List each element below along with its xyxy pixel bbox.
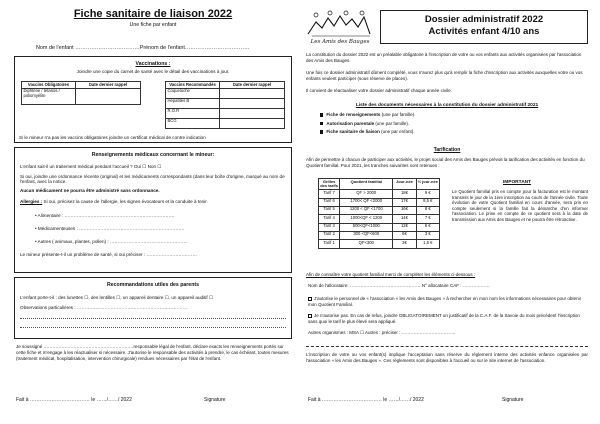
documents-heading: Liste des documents nécessaires à la constitution du dossier administratif 2021 <box>355 103 539 108</box>
left-page <box>14 0 292 424</box>
prescription-warning: Aucun médicament ne pourra être administré sans ordonnance. <box>20 188 160 193</box>
authorization-option[interactable]: J'autorise le personnel de « l'association « les Amis des Bauges » à rechercher en mon nom les informations nécessaires pour obtenir mon Quotient Familial. <box>308 296 582 307</box>
table-header: Date dernier rappel <box>220 82 285 89</box>
page-subtitle: Une fiche par enfant <box>129 21 177 28</box>
treatment-question[interactable]: L'enfant suit-il un traitement médical pendant l'accueil ? Oui ☐ Non ☐ <box>20 164 162 169</box>
list-item: Autorisation parentale (une par famille). <box>320 121 580 127</box>
parents-heading: Recommandations utiles des parents <box>107 282 199 288</box>
signature-label: Signature <box>502 397 524 403</box>
dossier-title-box <box>380 10 588 44</box>
list-item: Fiche de renseignements (une par famille). <box>320 112 580 118</box>
treatment-instructions: Si oui, joindre une ordonnance récente (original) et les médicaments correspondants (dans leur boîte d'origine, marqué au nom de l'enfant, avec la notice. <box>20 174 285 185</box>
table-header: Vaccins Obligatoires <box>22 82 76 89</box>
table-row: Tarif 3 500<QF<1000 12€ 6 € <box>319 223 440 231</box>
qf-heading: Afin de connaître votre quotient familial merci de compléter les éléments ci-dessous : <box>306 272 476 277</box>
table-row: Tarif 5 1200 < QF <1700 16€ 8 € <box>319 207 440 215</box>
refusal-option[interactable]: Je n'autorise pas. En cas de refus, joindre OBLIGATOIREMENT un justificatif de la C.A.F. de la Savoie du mois précédent l'inscription sans quoi le tarif le plus élevé sera appliqué. <box>308 313 580 324</box>
vaccinations-instruction: Joindre une copie du carnet de santé avec le détail des vaccinations à jour. <box>76 69 230 75</box>
vaccination-note: Si le mineur n'a pas les vaccins obligatoires joindre un certificat médical de contre indication <box>19 135 206 140</box>
authorize-checkbox[interactable] <box>308 297 312 301</box>
vaccine-name: Coqueluche <box>166 88 220 98</box>
parent-declaration: Je soussigné ……………………………………………………responsable légal de l'enfant, déclare exacts les renseignements portés sur cette fiche et m'engage à les réactualiser si nécessaire. J'autorise le responsable des activités à prendre, le cas échéant, toutes mesures (traitement médical, hospitalisation, intervention chirurgicale) rendues nécessaires par l'état de l'enfant. <box>16 344 289 361</box>
allocataire-fields[interactable]: Nom de l'allocataire: …………………………………………N° allocataire CAF : ……………… <box>308 283 490 288</box>
allergy-other-field[interactable]: • Autres ( animaux, plantes, pollen) : …………………………………………… <box>35 239 188 244</box>
allergies-label: Allergies : <box>20 199 43 204</box>
other-organisms-field[interactable]: Autres organismes : MSA ☐ Autres : préciser : ……………………………… <box>308 330 456 335</box>
table-row: Tarif 7 QF > 2000 18€ 9 € <box>319 190 440 198</box>
list-item: Fiche sanitaire de liaison (une par enfant). <box>320 129 580 135</box>
signature-place-date[interactable]: Fait à ……………………………… le ……/……/ 2022 <box>308 397 424 403</box>
sanitary-title <box>14 8 292 28</box>
intro-paragraph-2: Une fois ce dossier administratif dûment complété, vous n'aurez plus qu'à remplir la fiche d'inscription aux activités auxquelles votre ou vos enfants veulent participer (sous réserve de places). <box>306 70 583 81</box>
allergy-medication-field[interactable]: • Médicamenteuses : …………………………………………………………… <box>35 226 185 231</box>
vaccine-date-field[interactable] <box>220 98 285 108</box>
parents-recommendations-section <box>14 277 292 339</box>
logo-text: Les Amis des Bauges <box>310 39 370 46</box>
intro-paragraph-1: La constitution du dossier 2022 est un préalable obligatoire à l'inscription de votre ou vos enfants aux activités organisées par l'association des Amis des Bauges. <box>306 52 582 63</box>
table-header: Jour-née <box>393 179 416 190</box>
dossier-title: Dossier administratif 2022 <box>424 14 544 25</box>
refuse-checkbox[interactable] <box>308 314 312 318</box>
mountains-logo-icon <box>306 8 374 38</box>
vaccinations-section <box>14 56 292 143</box>
intro-paragraph-3: Il convient de réactualiser votre dossier administratif chaque année civile. <box>306 88 452 93</box>
vaccine-date-field[interactable] <box>76 88 141 104</box>
vaccine-date-field[interactable] <box>220 118 285 128</box>
table-header: Quotient familial <box>340 179 393 190</box>
right-page <box>306 0 588 424</box>
allergy-food-field[interactable]: • Alimentaire : ……………………………………………………………… <box>35 213 175 218</box>
rules-acceptance-text: L'inscription de votre ou vos enfant(s) implique l'acceptation sans réserve du règlement interne des activités enfance organisées par l'association « les Amis des Bauges ». Ces règlements sont disponibles à l'accueil ou sur le site internet de l'association. <box>306 352 588 363</box>
vaccine-date-field[interactable] <box>220 108 285 118</box>
tarification-heading: Tarification <box>433 147 461 153</box>
vaccine-name: Hépatites B <box>166 98 220 108</box>
tarif-table <box>318 178 440 249</box>
observations-field[interactable]: Observations particulières : ……………………………………………………………… <box>20 305 188 310</box>
child-name-line[interactable]: Nom de l'enfant ………………………………Prénom de l'enfant……………………………… <box>36 45 250 51</box>
medical-heading: Renseignements médicaux concernant le mineur: <box>91 152 215 158</box>
signature-label: Signature <box>204 397 226 403</box>
activities-title: Activités enfant 4/10 ans <box>428 26 540 38</box>
vaccine-date-field[interactable] <box>220 88 285 98</box>
vaccine-name: BCG <box>166 118 220 128</box>
vaccine-name: R.O.R <box>166 108 220 118</box>
association-logo <box>306 8 374 46</box>
equipment-question[interactable]: L'enfant porte-t-il : des lunettes ☐, des lentilles ☐, un appareil dentaire ☐, un appareil auditif ☐ <box>20 295 214 300</box>
medical-section <box>14 147 292 273</box>
important-heading: IMPORTANT <box>502 180 532 185</box>
table-header: ½ jour-née <box>416 179 439 190</box>
table-row: Tarif 2 300 <QF<600 6€ 3 € <box>319 231 440 239</box>
tarification-intro: Afin de permettre à chacun de participer aux activités, le projet social des Amis des Bauges prévoit la tarification des activités en fonction du Quotient familial. Pour 2021, les tranches suivantes sont retenues : <box>306 157 585 168</box>
table-header: Date dernier rappel <box>76 82 141 89</box>
page-title: Fiche sanitaire de liaison 2022 <box>73 8 233 20</box>
table-row: Tarif 4 1000<QF < 1200 14€ 7 € <box>319 215 440 223</box>
important-text: Le Quotient familial pris en compte pour la facturation est le montant transmis le jour de la 1ère inscription au cours de l'année civile. Toute évolution de votre Quotient familial en cours d'année, sera pris en compte seulement si la famille fait la démarche d'en informer l'association. Le prise en compte de ce quotient sera à la date de transmission aux Amis des Bauges et ne pourra être rétroactive. <box>452 189 588 222</box>
mandatory-vaccines-table <box>21 81 141 105</box>
table-row: Tarif 6 1700< QF <2000 17€ 8,5 € <box>319 198 440 206</box>
recommended-vaccines-table <box>165 81 285 129</box>
signature-place-date[interactable]: Fait à ……………………………… le ……/……/ 2022 <box>16 397 132 403</box>
table-row: Tarif 1 QF<300 3€ 1,5 € <box>319 240 440 248</box>
health-problem-field[interactable]: Le mineur présente-t-il un problème de santé, si oui préciser : …………………………… <box>20 252 197 257</box>
vaccine-name: Diphtérie / tétanos / poliomyélite <box>22 88 76 104</box>
table-header: Grilles des tarifs <box>320 178 338 189</box>
table-header: Vaccins Recommandés <box>166 82 220 89</box>
vaccinations-heading: Vaccinations : <box>135 61 171 67</box>
allergies-instruction: Si oui, précisez la cause de l'allergie, les signes évocateurs et la conduite à tenir. <box>43 199 208 204</box>
documents-list <box>320 112 580 135</box>
